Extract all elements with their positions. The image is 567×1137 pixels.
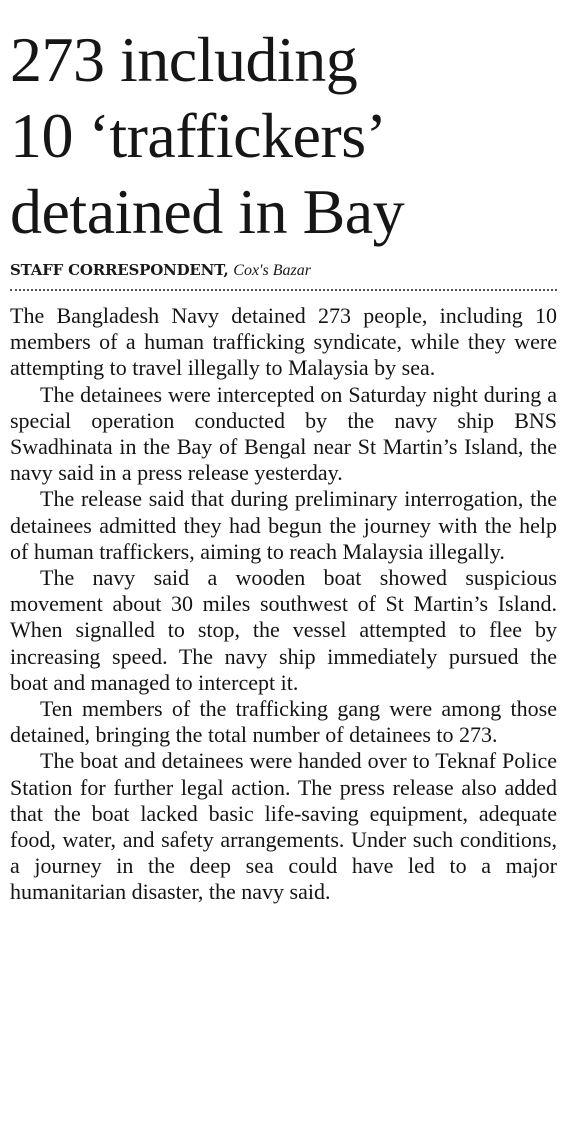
paragraph-5: Ten members of the trafficking gang were among those detained, bringing the total number of detainees to 273. [10,696,557,748]
headline-line-3: detained in Bay [10,176,405,247]
paragraph-4: The navy said a wooden boat showed suspicious movement about 30 miles southwest of St Martin’s Island. When signalled to stop, the vessel attempted to flee by increasing speed. The navy ship immediately pursued the boat and managed to intercept it. [10,565,557,695]
paragraph-6: The boat and detainees were handed over to Teknaf Police Station for further legal action. The press release also added that the boat lacked basic life-saving equipment, adequate food, water, and safety arrangements. Under such conditions, a journey in the deep sea could have led to a major humanitarian disaster, the navy said. [10,748,557,905]
byline-author: STAFF CORRESPONDENT, [10,261,229,279]
paragraph-1: The Bangladesh Navy detained 273 people, including 10 members of a human trafficking syndicate, while they were attempting to travel illegally to Malaysia by sea. [10,303,557,381]
paragraph-2: The detainees were intercepted on Saturday night during a special operation conducted by the navy ship BNS Swadhinata in the Bay of Bengal near St Martin’s Island, the navy said in a press release yesterday. [10,381,557,486]
byline [10,260,557,281]
headline-line-2: 10 ‘traffickers’ [10,100,387,171]
article-body [10,303,557,906]
byline-place: Cox's Bazar [233,262,311,279]
news-article [10,0,557,906]
paragraph-3: The release said that during preliminary interrogation, the detainees admitted they had begun the journey with the help of human traffickers, aiming to reach Malaysia illegally. [10,486,557,564]
headline-line-1: 273 including [10,24,358,95]
byline-divider [10,289,557,291]
headline [10,0,557,250]
